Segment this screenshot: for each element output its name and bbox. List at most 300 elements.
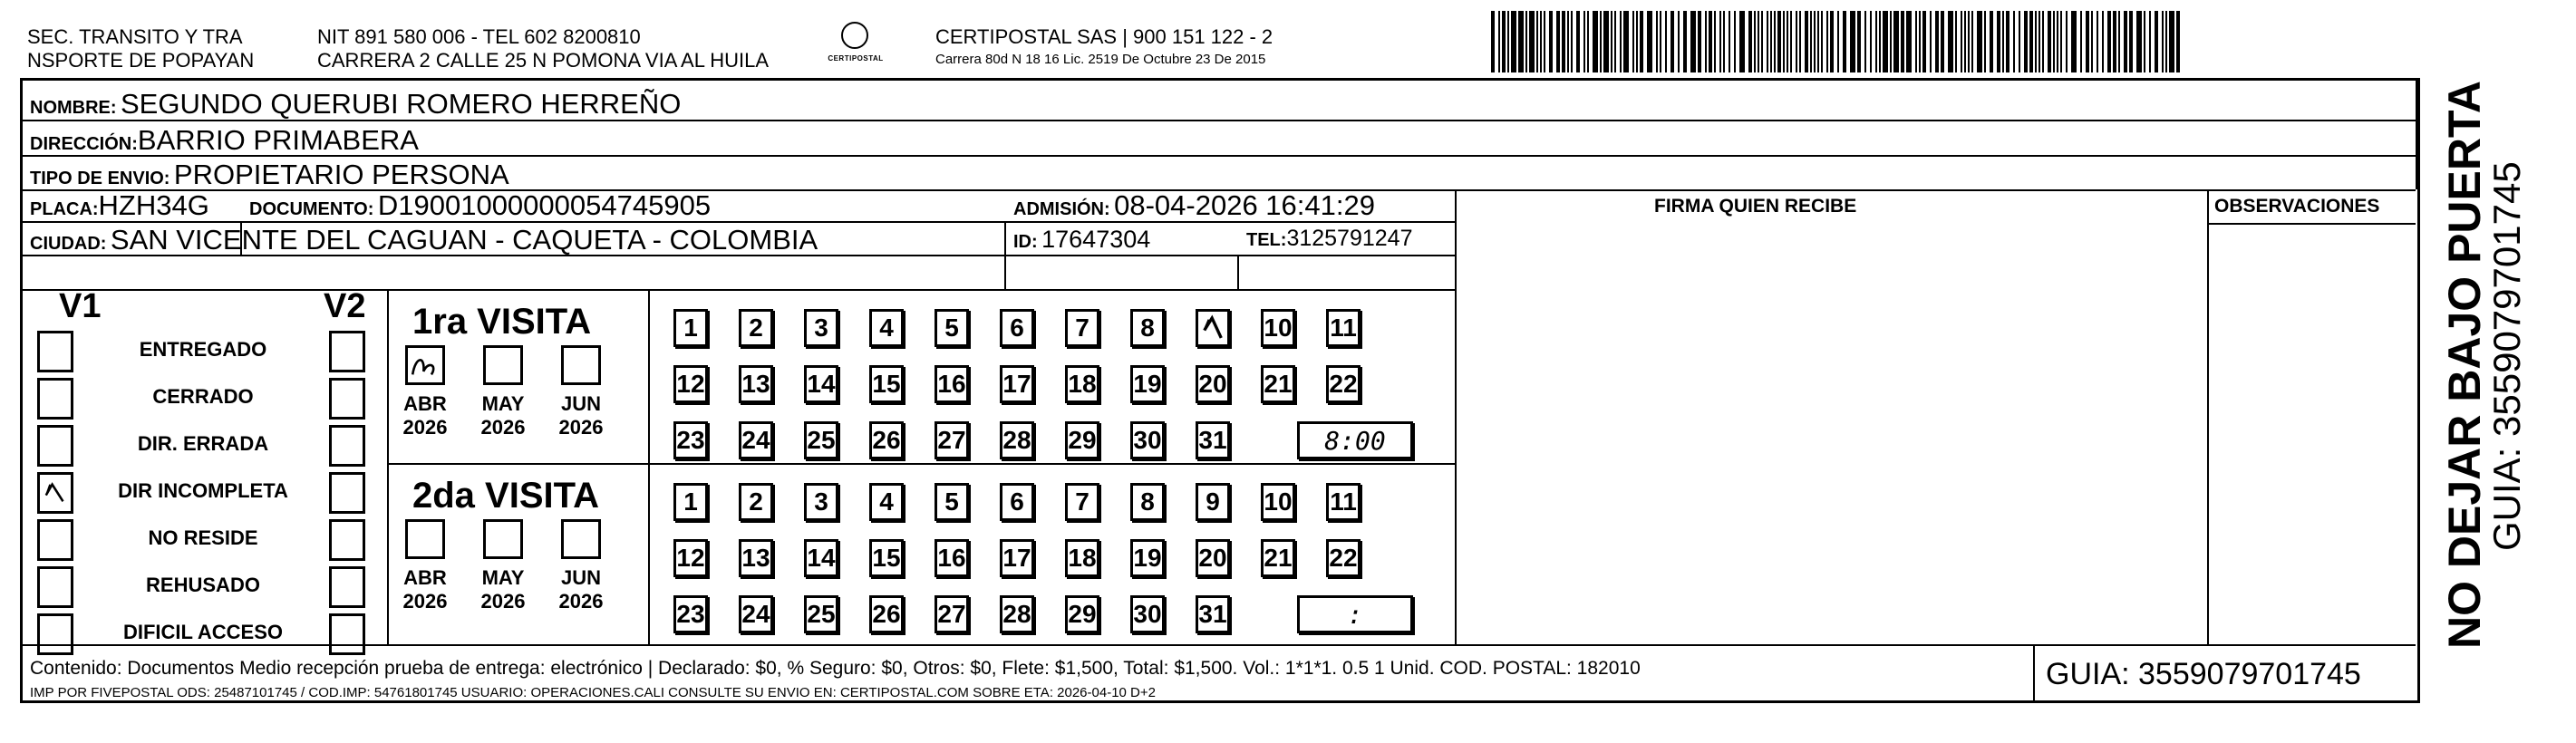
first-visit-day-box[interactable] [1326, 365, 1361, 403]
barcode-bar [1511, 11, 1516, 72]
company-info [935, 25, 1273, 68]
admision-label: ADMISIÓN: [1013, 199, 1110, 219]
barcode-bar [2029, 11, 2033, 72]
first-visit-day-box[interactable] [804, 309, 838, 347]
first-visit-year-label: 2026 [558, 416, 604, 439]
tipo-envio-label: TIPO DE ENVIO: [30, 169, 170, 188]
second-visit-day-number: 21 [1264, 544, 1293, 572]
barcode-bar [1814, 11, 1816, 72]
second-visit-day-box[interactable] [1196, 539, 1230, 577]
first-visit-day-box[interactable] [673, 309, 708, 347]
nit-line-2: CARRERA 2 CALLE 25 N POMONA VIA AL HUILA [317, 49, 770, 72]
row-divider [2207, 223, 2416, 225]
barcode-bar [1709, 11, 1712, 72]
barcode-bar [1671, 11, 1674, 72]
first-visit-day-number: 27 [937, 426, 966, 454]
barcode-bar [1796, 11, 1797, 72]
barcode-bar [1529, 11, 1535, 72]
second-visit-day-box[interactable] [673, 595, 708, 633]
first-visit-day-box[interactable] [1326, 309, 1361, 347]
barcode-bar [2035, 11, 2037, 72]
firma-header [1654, 197, 1856, 216]
barcode-bar [1948, 11, 1953, 72]
second-visit-day-box[interactable] [1065, 595, 1099, 633]
admision-value: 08-04-2026 16:41:29 [1114, 189, 1375, 221]
observaciones-header [2214, 197, 2379, 216]
first-visit-day-number: 17 [1002, 370, 1031, 398]
barcode-bar [1683, 11, 1687, 72]
barcode-bar [2019, 11, 2020, 72]
first-visit-day-box[interactable] [935, 309, 969, 347]
v2-checkbox[interactable] [329, 425, 365, 467]
second-visit-day-number: 2 [749, 487, 763, 516]
first-visit-month-box[interactable] [561, 345, 601, 385]
nit-info [317, 25, 769, 73]
barcode-bar [2053, 11, 2055, 72]
first-visit-day-number: 22 [1329, 370, 1358, 398]
documento-field [249, 191, 711, 219]
second-visit-day-box[interactable] [673, 539, 708, 577]
barcode-bar [1968, 11, 1970, 72]
barcode-bar [1583, 11, 1585, 72]
status-option-label: DIR. ERRADA [137, 432, 269, 455]
second-visit-month-box[interactable] [561, 519, 601, 559]
barcode-bar [1783, 11, 1785, 72]
status-option-label: ENTREGADO [139, 338, 267, 361]
second-visit-day-box[interactable] [1326, 483, 1361, 521]
second-visit-day-box[interactable] [739, 595, 773, 633]
barcode-bar [1990, 11, 1993, 72]
barcode-bar [1774, 11, 1776, 72]
second-visit-day-number: 6 [1010, 487, 1024, 516]
v2-checkbox[interactable] [329, 331, 365, 372]
barcode-bar [1571, 11, 1573, 72]
barcode-bar [1748, 11, 1752, 72]
second-visit-day-box[interactable] [1000, 595, 1034, 633]
second-visit-year-label: 2026 [558, 590, 604, 613]
first-visit-day-number: 26 [872, 426, 901, 454]
barcode-bar [2006, 11, 2009, 72]
sender-info [27, 25, 254, 73]
second-visit-month-box[interactable] [483, 519, 523, 559]
barcode-bar [2129, 11, 2133, 72]
second-visit-day-number: 5 [944, 487, 959, 516]
v1-checkbox[interactable] [37, 425, 73, 467]
barcode-bar [1984, 11, 1986, 72]
col-divider [648, 289, 650, 644]
second-visit-day-box[interactable] [739, 539, 773, 577]
first-visit-day-box[interactable] [739, 365, 773, 403]
first-visit-day-box[interactable] [1196, 309, 1230, 347]
second-visit-month-label: ABR [403, 566, 447, 589]
second-visit-day-box[interactable] [1130, 595, 1165, 633]
logo-text: CERTIPOSTAL [828, 54, 884, 63]
second-visit-day-number: 22 [1329, 544, 1358, 572]
documento-value: D19001000000054745905 [377, 189, 712, 221]
v1-checkbox[interactable] [37, 331, 73, 372]
first-visit-day-box[interactable] [804, 365, 838, 403]
second-visit-day-box[interactable] [1130, 539, 1165, 577]
col-divider [2033, 644, 2035, 703]
delivery-form [20, 78, 2420, 703]
barcode-bar [1935, 11, 1939, 72]
first-visit-year-label: 2026 [480, 416, 526, 439]
barcode-bar [1562, 11, 1565, 72]
second-visit-day-number: 23 [676, 600, 705, 628]
barcode-bar [2024, 11, 2028, 72]
second-visit-day-box[interactable] [804, 595, 838, 633]
barcode-bar [1567, 11, 1569, 72]
v1-label: V1 [59, 287, 102, 325]
barcode-bar [1875, 11, 1877, 72]
barcode-bar [1857, 11, 1861, 72]
barcode-bar [1971, 11, 1973, 72]
barcode-bar [1556, 11, 1560, 72]
barcode-bar [1761, 11, 1763, 72]
observaciones-label: OBSERVACIONES [2214, 196, 2380, 217]
second-visit-day-box[interactable] [739, 483, 773, 521]
ciudad-label: CIUDAD: [30, 234, 107, 254]
first-visit-day-box[interactable] [1196, 365, 1230, 403]
barcode-bar [1536, 11, 1538, 72]
tel-field [1246, 227, 1412, 250]
barcode-bar [1915, 11, 1917, 72]
col-divider [1237, 255, 1239, 289]
second-visit-day-number: 3 [814, 487, 828, 516]
barcode-bar [1787, 11, 1788, 72]
second-visit-day-box[interactable] [1000, 483, 1034, 521]
footer-guia: GUIA: 3559079701745 [2046, 657, 2361, 691]
barcode-bar [2162, 11, 2164, 72]
col-divider [1004, 221, 1006, 289]
barcode-bar [2136, 11, 2142, 72]
second-visit-day-box[interactable] [1000, 539, 1034, 577]
status-option-label: NO RESIDE [148, 526, 258, 549]
second-visit-day-box[interactable] [869, 483, 904, 521]
second-visit-day-number: 30 [1133, 600, 1162, 628]
direccion-value: BARRIO PRIMABERA [137, 124, 419, 156]
v2-checkbox[interactable] [329, 613, 365, 655]
first-visit-day-number: 20 [1198, 370, 1227, 398]
second-visit-day-number: 28 [1002, 600, 1031, 628]
barcode-bar [2155, 11, 2158, 72]
id-value: 17647304 [1041, 226, 1151, 253]
second-visit-day-box[interactable] [935, 483, 969, 521]
barcode-bar [1603, 11, 1609, 72]
ciudad-field [30, 226, 818, 254]
barcode-bar [1821, 11, 1823, 72]
second-visit-month-label: MAY [481, 566, 525, 589]
tipo-envio-field [30, 160, 509, 188]
barcode-bar [1739, 11, 1745, 72]
second-visit-title: 2da VISITA [412, 476, 599, 516]
second-visit-day-number: 9 [1206, 487, 1220, 516]
second-visit-day-box[interactable] [935, 539, 969, 577]
barcode-bar [1790, 11, 1792, 72]
first-visit-day-box[interactable] [1130, 365, 1165, 403]
barcode-bar [2071, 11, 2077, 72]
check-mark-icon [1198, 312, 1227, 344]
barcode-bar [1632, 11, 1634, 72]
v2-checkbox[interactable] [329, 472, 365, 514]
second-visit-day-box[interactable] [1261, 483, 1295, 521]
first-visit-title: 1ra VISITA [412, 302, 592, 342]
barcode-bar [1955, 11, 1957, 72]
barcode-bar [1810, 11, 1812, 72]
ciudad-value: SAN VICENTE DEL CAGUAN - CAQUETA - COLOMBIA [110, 224, 818, 256]
placa-label: PLACA: [30, 199, 99, 219]
placa-field [30, 191, 209, 219]
v1-checkbox[interactable] [37, 472, 73, 514]
first-visit-day-box[interactable] [869, 309, 904, 347]
second-visit-day-box[interactable] [1196, 483, 1230, 521]
footer-info-line: IMP POR FIVEPOSTAL ODS: 25487101745 / COD.IMP: 54761801745 USUARIO: OPERACIONES.CALI CONSULTE SU ENVIO EN: CERTIPOSTAL.COM SOBRE ETA: 2026-04-10 D+2 [30, 685, 1156, 700]
barcode-bar [1498, 11, 1500, 72]
first-visit-day-number: 28 [1002, 426, 1031, 454]
barcode-bar [1698, 11, 1701, 72]
barcode-bar [2149, 11, 2151, 72]
first-visit-day-box[interactable] [1000, 365, 1034, 403]
barcode-bar [1777, 11, 1781, 72]
nombre-label: NOMBRE: [30, 98, 117, 118]
barcode-bar [1729, 11, 1730, 72]
second-visit-day-number: 15 [872, 544, 901, 572]
barcode-bar [1518, 11, 1524, 72]
barcode-bar [1850, 11, 1855, 72]
second-visit-day-number: 29 [1068, 600, 1097, 628]
row-divider [387, 463, 1455, 465]
second-visit-year-label: 2026 [402, 590, 448, 613]
barcode-bar [1961, 11, 1962, 72]
second-visit-day-box[interactable] [869, 595, 904, 633]
first-visit-day-box[interactable] [739, 421, 773, 459]
first-visit-day-box[interactable] [1065, 365, 1099, 403]
barcode-bar [1767, 11, 1768, 72]
first-visit-month-box[interactable] [405, 345, 445, 385]
row-divider [23, 644, 2416, 646]
barcode-bar [1600, 11, 1602, 72]
first-visit-day-box[interactable] [739, 309, 773, 347]
documento-label: DOCUMENTO: [249, 199, 374, 219]
barcode-bar [1864, 11, 1866, 72]
second-visit-day-number: 27 [937, 600, 966, 628]
first-visit-day-box[interactable] [1196, 421, 1230, 459]
second-visit-day-box[interactable] [935, 595, 969, 633]
first-visit-day-number: 7 [1075, 314, 1089, 342]
second-visit-day-number: 16 [937, 544, 966, 572]
col-divider [2416, 81, 2417, 189]
second-visit-day-number: 19 [1133, 544, 1162, 572]
second-visit-day-box[interactable] [1261, 539, 1295, 577]
certipostal-logo [821, 22, 890, 71]
barcode-bar [1540, 11, 1542, 72]
admision-field [1013, 191, 1375, 219]
second-visit-day-number: 1 [683, 487, 698, 516]
barcode-bar [2169, 11, 2174, 72]
barcode-bar [1623, 11, 1629, 72]
barcode-bar [1906, 11, 1912, 72]
first-visit-month-label: ABR [403, 392, 447, 415]
check-mark-icon [408, 348, 442, 382]
barcode-bar [1593, 11, 1598, 72]
barcode-bar [1770, 11, 1772, 72]
barcode-bar [1576, 11, 1580, 72]
barcode-bar [1922, 11, 1926, 72]
first-visit-day-number: 3 [814, 314, 828, 342]
barcode [1491, 11, 2182, 72]
v1-checkbox[interactable] [37, 613, 73, 655]
first-visit-day-box[interactable] [1000, 421, 1034, 459]
barcode-bar [1901, 11, 1904, 72]
first-visit-time-box[interactable] [1297, 421, 1413, 459]
nombre-field [30, 90, 681, 118]
barcode-bar [2165, 11, 2167, 72]
status-option-label: DIFICIL ACCESO [122, 621, 283, 643]
second-visit-day-box[interactable] [1130, 483, 1165, 521]
v1-checkbox[interactable] [37, 566, 73, 608]
status-option-label: DIR INCOMPLETA [118, 479, 288, 502]
barcode-bar [1678, 11, 1680, 72]
second-visit-day-number: 12 [676, 544, 705, 572]
barcode-bar [1734, 11, 1736, 72]
barcode-bar [1997, 11, 2000, 72]
second-visit-day-box[interactable] [1326, 539, 1361, 577]
second-visit-day-number: 10 [1264, 487, 1293, 516]
barcode-bar [1870, 11, 1872, 72]
logo-emblem-icon [841, 22, 868, 49]
first-visit-day-box[interactable] [673, 421, 708, 459]
first-visit-day-number: 31 [1198, 426, 1227, 454]
barcode-bar [2048, 11, 2051, 72]
barcode-bar [2002, 11, 2004, 72]
second-visit-day-box[interactable] [673, 483, 708, 521]
second-visit-day-number: 24 [741, 600, 770, 628]
row-divider [23, 289, 1455, 291]
second-visit-day-box[interactable] [1065, 539, 1099, 577]
second-visit-day-number: 31 [1198, 600, 1227, 628]
barcode-bar [2086, 11, 2089, 72]
barcode-bar [2144, 11, 2145, 72]
first-visit-day-box[interactable] [1261, 309, 1295, 347]
second-visit-day-number: 7 [1075, 487, 1089, 516]
barcode-bar [1614, 11, 1616, 72]
first-visit-day-box[interactable] [673, 365, 708, 403]
barcode-bar [1890, 11, 1892, 72]
first-visit-month-label: MAY [481, 392, 525, 415]
barcode-bar [1714, 11, 1716, 72]
second-visit-day-number: 25 [807, 600, 836, 628]
barcode-bar [1826, 11, 1828, 72]
first-visit-month-box[interactable] [483, 345, 523, 385]
v2-checkbox[interactable] [329, 566, 365, 608]
sender-line-2: NSPORTE DE POPAYAN [27, 49, 255, 72]
second-visit-day-box[interactable] [804, 539, 838, 577]
first-visit-day-box[interactable] [1130, 421, 1165, 459]
barcode-bar [1507, 11, 1509, 72]
first-visit-day-box[interactable] [804, 421, 838, 459]
row-divider [23, 221, 1455, 223]
first-visit-day-number: 2 [749, 314, 763, 342]
second-visit-day-box[interactable] [1065, 483, 1099, 521]
v1-checkbox[interactable] [37, 378, 73, 420]
second-visit-day-number: 18 [1068, 544, 1097, 572]
col-divider [387, 289, 389, 644]
first-visit-day-number: 19 [1133, 370, 1162, 398]
first-visit-day-number: 25 [807, 426, 836, 454]
first-visit-day-number: 8 [1140, 314, 1155, 342]
id-label: ID: [1013, 232, 1038, 252]
first-visit-day-box[interactable] [935, 365, 969, 403]
second-visit-day-number: 20 [1198, 544, 1227, 572]
second-visit-day-number: 11 [1330, 487, 1357, 516]
first-visit-day-box[interactable] [1261, 365, 1295, 403]
first-visit-day-number: 15 [872, 370, 901, 398]
first-visit-day-box[interactable] [869, 421, 904, 459]
second-visit-day-box[interactable] [1196, 595, 1230, 633]
first-visit-day-box[interactable] [1065, 309, 1099, 347]
first-visit-day-number: 5 [944, 314, 959, 342]
barcode-bar [1930, 11, 1932, 72]
v2-checkbox[interactable] [329, 519, 365, 561]
first-visit-day-number: 14 [807, 370, 836, 398]
first-visit-day-number: 18 [1068, 370, 1097, 398]
second-visit-day-box[interactable] [804, 483, 838, 521]
first-visit-day-box[interactable] [1065, 421, 1099, 459]
barcode-bar [2042, 11, 2044, 72]
second-visit-month-box[interactable] [405, 519, 445, 559]
check-mark-icon [40, 475, 71, 511]
barcode-bar [1587, 11, 1589, 72]
col-divider [1455, 189, 1457, 644]
barcode-bar [1656, 11, 1658, 72]
first-visit-day-number: 29 [1068, 426, 1097, 454]
v2-label: V2 [324, 287, 366, 325]
first-visit-day-number: 1 [683, 314, 698, 342]
barcode-bar [2080, 11, 2082, 72]
side-warning-title: NO DEJAR BAJO PUERTA [2439, 81, 2490, 649]
nit-line-1: NIT 891 580 006 - TEL 602 8200810 [317, 25, 641, 48]
second-visit-time-box[interactable] [1297, 595, 1413, 633]
barcode-bar [1830, 11, 1834, 72]
second-visit-day-box[interactable] [869, 539, 904, 577]
direccion-field [30, 126, 419, 154]
v2-checkbox[interactable] [329, 378, 365, 420]
barcode-bar [2039, 11, 2040, 72]
barcode-bar [1647, 11, 1652, 72]
barcode-bar [1723, 11, 1725, 72]
first-visit-day-box[interactable] [869, 365, 904, 403]
status-option-label: CERRADO [152, 385, 254, 408]
barcode-bar [2091, 11, 2093, 72]
barcode-bar [2066, 11, 2068, 72]
tel-value: 3125791247 [1286, 226, 1413, 251]
second-visit-day-number: 26 [872, 600, 901, 628]
barcode-bar [1758, 11, 1759, 72]
v1-checkbox[interactable] [37, 519, 73, 561]
barcode-bar [2107, 11, 2111, 72]
first-visit-day-box[interactable] [1000, 309, 1034, 347]
barcode-bar [1491, 11, 1495, 72]
first-visit-day-number: 12 [676, 370, 705, 398]
direccion-label: DIRECCIÓN: [30, 134, 138, 154]
first-visit-day-box[interactable] [935, 421, 969, 459]
first-visit-day-number: 4 [879, 314, 894, 342]
firma-label: FIRMA QUIEN RECIBE [1654, 196, 1857, 217]
footer-content-line: Contenido: Documentos Medio recepción prueba de entrega: electrónico | Declarado: $0, % Seguro: $0, Otros: $0, Flete: $1,500, Total: $1,500. Vol.: 1*1*1. 0.5 1 Unid. COD. POSTAL: 182010 [30, 658, 1641, 679]
barcode-bar [1919, 11, 1921, 72]
first-visit-day-box[interactable] [1130, 309, 1165, 347]
first-visit-day-number: 24 [741, 426, 770, 454]
